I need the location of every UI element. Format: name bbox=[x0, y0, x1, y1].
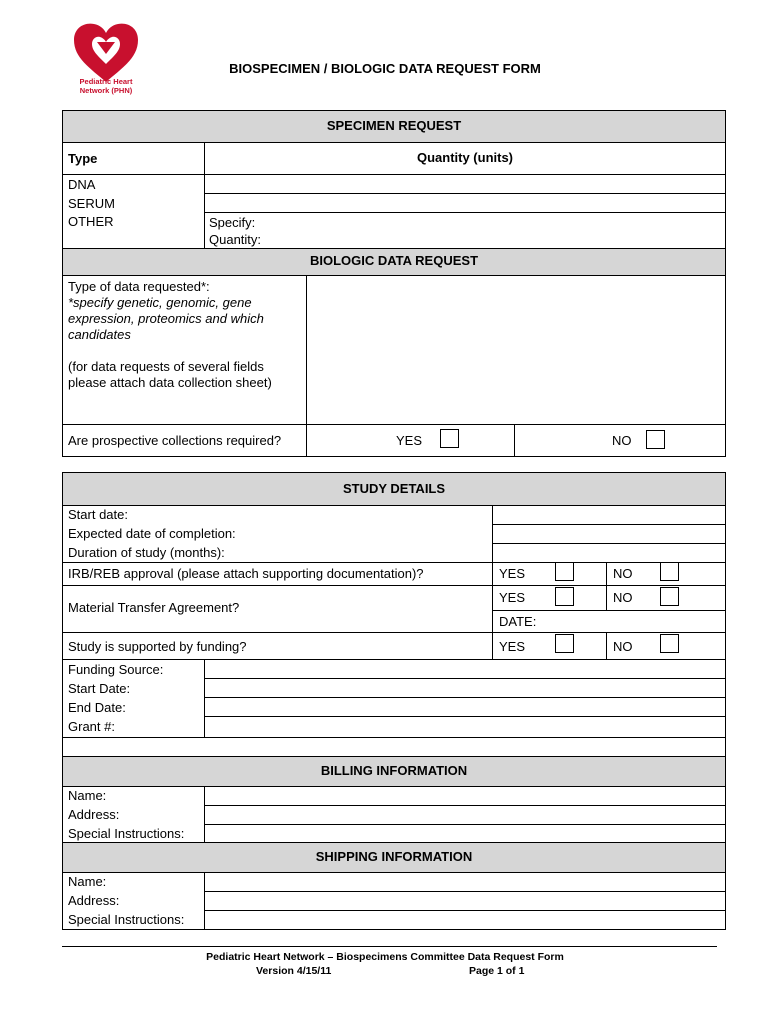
start-date-field[interactable] bbox=[493, 506, 725, 523]
mta-yes-label: YES bbox=[499, 590, 526, 605]
duration-label: Duration of study (months): bbox=[68, 545, 225, 560]
completion-date-label: Expected date of completion: bbox=[68, 526, 236, 541]
duration-field[interactable] bbox=[493, 544, 725, 561]
footer-rule bbox=[62, 946, 717, 947]
shipping-instructions-label: Special Instructions: bbox=[68, 912, 185, 927]
billing-name-label: Name: bbox=[68, 788, 107, 803]
funding-end-field[interactable] bbox=[205, 698, 725, 715]
irb-no-label: NO bbox=[613, 566, 633, 581]
funding-label: Study is supported by funding? bbox=[68, 639, 247, 654]
mta-no-label: NO bbox=[613, 590, 633, 605]
prospective-label: Are prospective collections required? bbox=[68, 433, 282, 448]
shipping-header: SHIPPING INFORMATION bbox=[315, 849, 473, 864]
billing-instructions-field[interactable] bbox=[205, 825, 725, 841]
mta-date-label: DATE: bbox=[499, 614, 537, 629]
billing-name-field[interactable] bbox=[205, 787, 725, 804]
form-title: BIOSPECIMEN / BIOLOGIC DATA REQUEST FORM bbox=[229, 61, 541, 76]
billing-address-label: Address: bbox=[68, 807, 120, 822]
specimen-request-header: SPECIMEN REQUEST bbox=[326, 118, 462, 133]
data-type-note: expression, proteomics and which bbox=[68, 311, 264, 326]
funding-yes-label: YES bbox=[499, 639, 526, 654]
shipping-address-label: Address: bbox=[68, 893, 120, 908]
data-type-note: *specify genetic, genomic, gene bbox=[68, 295, 252, 310]
mta-label: Material Transfer Agreement? bbox=[68, 600, 240, 615]
quantity-column-header: Quantity (units) bbox=[416, 150, 514, 165]
attach-note: please attach data collection sheet) bbox=[68, 375, 272, 390]
footer-title: Pediatric Heart Network – Biospecimens Committee Data Request Form bbox=[206, 951, 564, 963]
billing-header: BILLING INFORMATION bbox=[320, 763, 468, 778]
data-type-label: Type of data requested*: bbox=[68, 279, 210, 294]
other-quantity-label: Quantity: bbox=[209, 232, 262, 247]
mta-no-checkbox[interactable] bbox=[660, 587, 679, 606]
serum-quantity-field[interactable] bbox=[205, 194, 725, 211]
irb-yes-checkbox[interactable] bbox=[555, 562, 574, 581]
study-details-header: STUDY DETAILS bbox=[342, 481, 446, 496]
type-dna: DNA bbox=[68, 177, 96, 192]
type-serum: SERUM bbox=[68, 196, 115, 211]
completion-date-field[interactable] bbox=[493, 525, 725, 542]
irb-label: IRB/REB approval (please attach supporting documentation)? bbox=[68, 566, 424, 581]
funding-end-label: End Date: bbox=[68, 700, 126, 715]
logo-text: Pediatric Heart Network (PHN) bbox=[79, 77, 133, 95]
mta-yes-checkbox[interactable] bbox=[555, 587, 574, 606]
shipping-name-label: Name: bbox=[68, 874, 107, 889]
funding-start-label: Start Date: bbox=[68, 681, 131, 696]
prospective-no-label: NO bbox=[612, 433, 632, 448]
funding-no-label: NO bbox=[613, 639, 633, 654]
funding-no-checkbox[interactable] bbox=[660, 634, 679, 653]
billing-instructions-label: Special Instructions: bbox=[68, 826, 185, 841]
specify-label: Specify: bbox=[209, 215, 256, 230]
type-column-header: Type bbox=[68, 151, 98, 166]
start-date-label: Start date: bbox=[68, 507, 128, 522]
type-other: OTHER bbox=[68, 214, 114, 229]
irb-yes-label: YES bbox=[499, 566, 526, 581]
shipping-name-field[interactable] bbox=[205, 873, 725, 890]
funding-source-label: Funding Source: bbox=[68, 662, 164, 677]
grant-field[interactable] bbox=[205, 717, 725, 736]
dna-quantity-field[interactable] bbox=[205, 175, 725, 192]
grant-label: Grant #: bbox=[68, 719, 115, 734]
funding-yes-checkbox[interactable] bbox=[555, 634, 574, 653]
data-type-field[interactable] bbox=[307, 276, 725, 423]
attach-note: (for data requests of several fields bbox=[68, 359, 264, 374]
funding-start-field[interactable] bbox=[205, 679, 725, 696]
footer-version: Version 4/15/11 bbox=[256, 965, 332, 977]
prospective-yes-label: YES bbox=[396, 433, 423, 448]
prospective-yes-checkbox[interactable] bbox=[440, 429, 459, 448]
shipping-instructions-field[interactable] bbox=[205, 911, 725, 929]
billing-address-field[interactable] bbox=[205, 806, 725, 823]
prospective-no-checkbox[interactable] bbox=[646, 430, 665, 449]
biologic-data-header: BIOLOGIC DATA REQUEST bbox=[309, 253, 479, 268]
funding-source-field[interactable] bbox=[205, 660, 725, 677]
irb-no-checkbox[interactable] bbox=[660, 562, 679, 581]
footer-page: Page 1 of 1 bbox=[469, 965, 525, 977]
data-type-note: candidates bbox=[68, 327, 131, 342]
shipping-address-field[interactable] bbox=[205, 892, 725, 909]
